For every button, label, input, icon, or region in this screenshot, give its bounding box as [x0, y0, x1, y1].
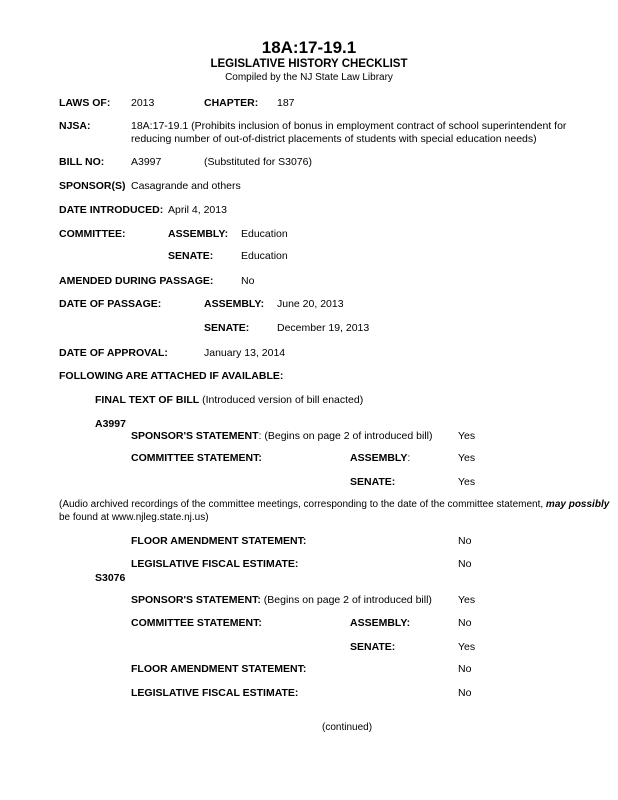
a3997-floor-amendment-label: FLOOR AMENDMENT STATEMENT:	[131, 535, 307, 547]
passage-senate-label: SENATE:	[204, 322, 250, 334]
page-title: 18A:17-19.1	[261, 38, 357, 57]
s3076-committee-senate-label: SENATE:	[350, 641, 396, 653]
date-introduced-label: DATE INTRODUCED:	[59, 204, 164, 216]
final-text-note: (Introduced version of bill enacted)	[202, 394, 364, 406]
bill-no-label: BILL NO:	[59, 156, 105, 168]
amended-value: No	[241, 275, 255, 287]
s3076-sponsor-statement-note: (Begins on page 2 of introduced bill)	[260, 594, 432, 606]
date-of-approval-label: DATE OF APPROVAL:	[59, 347, 168, 359]
njsa-label: NJSA:	[59, 120, 91, 132]
a3997-committee-senate-label: SENATE:	[350, 476, 396, 488]
continued-footer: (continued)	[322, 722, 373, 733]
s3076-floor-amendment-label: FLOOR AMENDMENT STATEMENT:	[131, 663, 307, 675]
a3997-committee-assembly-value: Yes	[458, 452, 476, 464]
committee-senate-value: Education	[241, 250, 288, 262]
committee-senate-label: SENATE:	[168, 250, 214, 262]
committee-assembly-value: Education	[241, 228, 288, 240]
passage-assembly-label: ASSEMBLY:	[204, 298, 265, 310]
s3076-sponsor-statement-label: SPONSOR'S STATEMENT:	[131, 594, 261, 606]
laws-of-value: 2013	[131, 97, 155, 109]
s3076-committee-statement-label: COMMITTEE STATEMENT:	[131, 617, 262, 629]
a3997-committee-senate-value: Yes	[458, 476, 476, 488]
chapter-value: 187	[277, 97, 295, 109]
audio-note-text: (Audio archived recordings of the committee meetings, corresponding to the date of the committee statement,	[59, 499, 546, 510]
date-introduced-value: April 4, 2013	[168, 204, 227, 216]
a3997-sponsor-statement	[131, 430, 433, 442]
date-of-approval-value: January 13, 2014	[204, 347, 286, 359]
a3997-committee-assembly	[350, 452, 410, 464]
passage-senate-value: December 19, 2013	[277, 322, 370, 334]
a3997-heading: A3997	[95, 418, 126, 430]
following-heading: FOLLOWING ARE ATTACHED IF AVAILABLE:	[59, 370, 284, 382]
audio-note-line2: be found at www.njleg.state.nj.us)	[59, 512, 209, 523]
bill-no-value: A3997	[131, 156, 162, 168]
passage-assembly-value: June 20, 2013	[277, 298, 344, 310]
audio-note-emphasis: may possibly	[545, 499, 610, 510]
s3076-sponsor-statement-value: Yes	[458, 594, 476, 606]
amended-label: AMENDED DURING PASSAGE:	[59, 275, 214, 287]
s3076-fiscal-estimate-label: LEGISLATIVE FISCAL ESTIMATE:	[131, 687, 299, 699]
date-of-passage-label: DATE OF PASSAGE:	[59, 298, 162, 310]
a3997-committee-statement-label: COMMITTEE STATEMENT:	[131, 452, 262, 464]
s3076-fiscal-estimate-value: No	[458, 687, 472, 699]
sponsor-label: SPONSOR(S)	[59, 180, 126, 192]
chapter-label: CHAPTER:	[204, 97, 259, 109]
final-text-label: FINAL TEXT OF BILL	[95, 394, 200, 406]
final-text-line	[95, 394, 363, 406]
a3997-committee-assembly-label: ASSEMBLY	[350, 452, 408, 464]
bill-no-note: (Substituted for S3076)	[204, 156, 312, 168]
a3997-committee-assembly-colon: :	[407, 452, 411, 464]
s3076-floor-amendment-value: No	[458, 663, 472, 675]
page-subtitle: LEGISLATIVE HISTORY CHECKLIST	[210, 58, 408, 70]
a3997-floor-amendment-value: No	[458, 535, 472, 547]
a3997-sponsor-statement-note: : (Begins on page 2 of introduced bill)	[258, 430, 433, 442]
a3997-sponsor-statement-value: Yes	[458, 430, 476, 442]
a3997-fiscal-estimate-label: LEGISLATIVE FISCAL ESTIMATE:	[131, 558, 299, 570]
s3076-committee-assembly-label: ASSEMBLY:	[350, 617, 411, 629]
compiled-by-line: Compiled by the NJ State Law Library	[225, 72, 393, 83]
committee-assembly-label: ASSEMBLY:	[168, 228, 229, 240]
a3997-sponsor-statement-label: SPONSOR'S STATEMENT	[131, 430, 259, 442]
s3076-sponsor-statement	[131, 594, 432, 606]
s3076-committee-senate-value: Yes	[458, 641, 476, 653]
sponsor-value: Casagrande and others	[131, 180, 241, 192]
a3997-fiscal-estimate-value: No	[458, 558, 472, 570]
committee-label: COMMITTEE:	[59, 228, 126, 240]
audio-note-line1	[59, 499, 609, 510]
s3076-heading: S3076	[95, 572, 126, 584]
laws-of-label: LAWS OF:	[59, 97, 111, 109]
njsa-value: 18A:17-19.1 (Prohibits inclusion of bonus in employment contract of school superintendent for reducing number of out-of-district placements of students with special education needs)	[131, 120, 567, 145]
s3076-committee-assembly-value: No	[458, 617, 472, 629]
